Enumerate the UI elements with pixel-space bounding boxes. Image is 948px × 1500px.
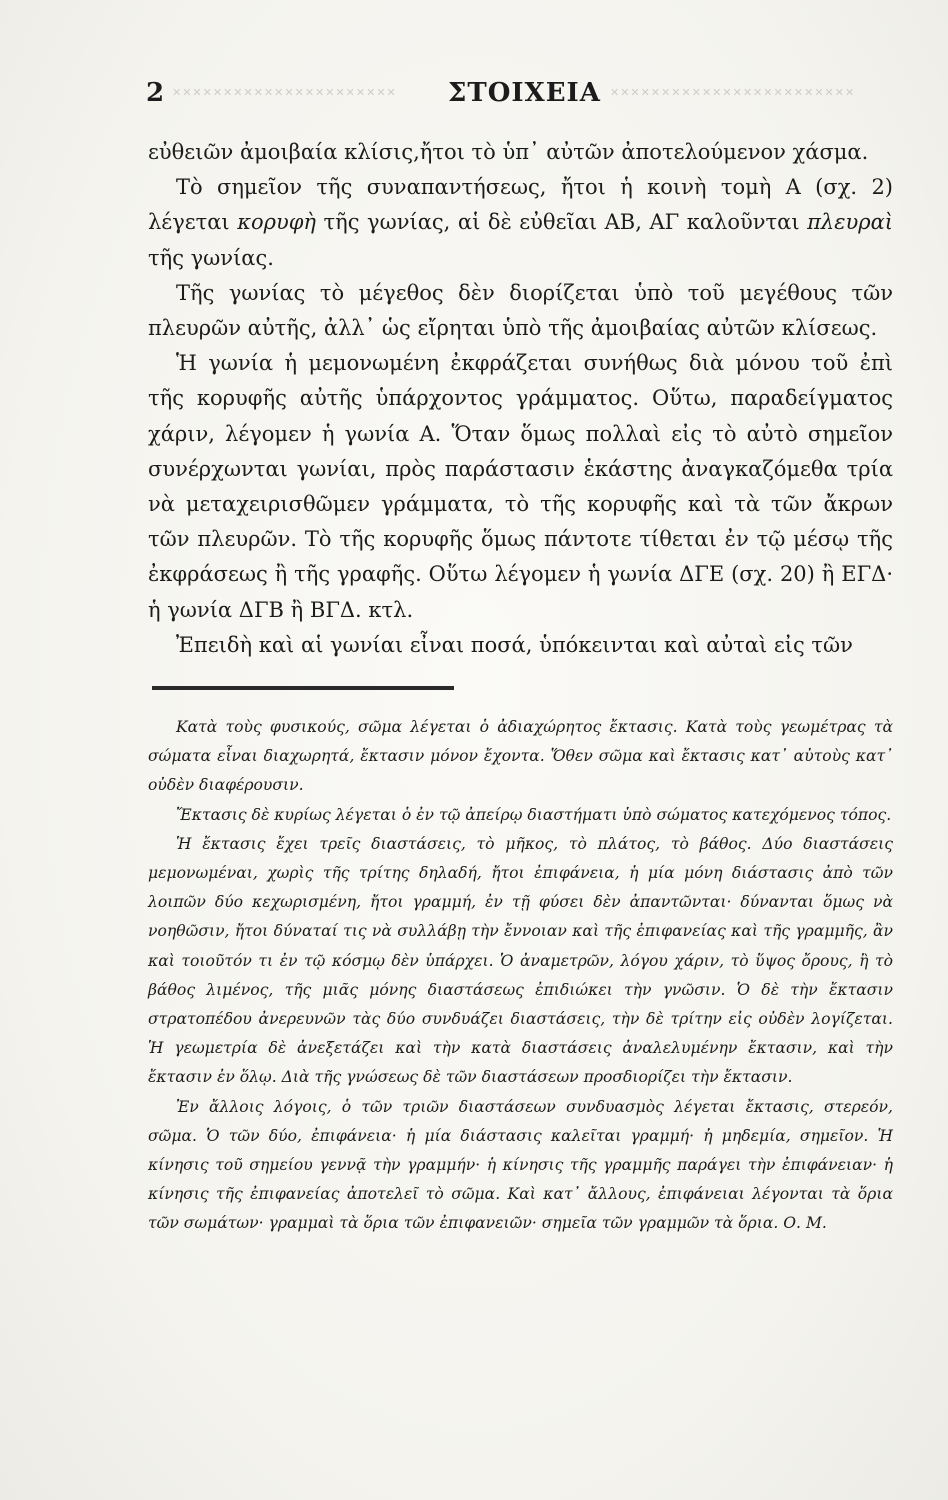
paragraph-4: Ἡ γωνία ἡ μεμονωμένη ἐκφράζεται συνήθως διὰ μόνου τοῦ ἐπὶ τῆς κορυφῆς αὐτῆς ὑπάρχοντος γράμματος. Οὕτω, παραδείγματος χάριν, λέγομεν ἡ γωνία Α. Ὅταν ὅμως πολλαὶ εἰς τὸ αὐτὸ σημεῖον συνέρχωνται γωνίαι, πρὸς παράστασιν ἑκάστης ἀναγκαζόμεθα τρία νὰ μεταχειρισθῶμεν γράμματα, τὸ τῆς κορυφῆς καὶ τὰ τῶν ἄκρων τῶν πλευρῶν. Τὸ τῆς κορυφῆς ὅμως πάντοτε τίθεται ἐν τῷ μέσῳ τῆς ἐκφράσεως ἢ τῆς γραφῆς. Οὕτω λέγομεν ἡ γωνία ΔΓΕ (σχ. 20) ἢ ΕΓΔ· ἡ γωνία ΔΓΒ ἢ ΒΓΔ. κτλ. [148, 351, 893, 622]
paragraph-3: Τῆς γωνίας τὸ μέγεθος δὲν διορίζεται ὑπὸ τοῦ μεγέθους τῶν πλευρῶν αὐτῆς, ἀλλ᾽ ὡς εἴρηται ὑπὸ τῆς ἀμοιβαίας αὐτῶν κλίσεως. [148, 280, 893, 341]
footnote [148, 713, 893, 1239]
paragraph-2-part-b: τῆς γωνίας, αἱ δὲ εὐθεῖαι ΑΒ, ΑΓ καλοῦνται [316, 210, 808, 235]
term-pleurai: πλευραὶ [807, 210, 894, 235]
footnote-paragraph-1: Κατὰ τοὺς φυσικούς, σῶμα λέγεται ὁ ἀδιαχώρητος ἔκτασις. Κατὰ τοὺς γεωμέτρας τὰ σώματα εἶναι διαχωρητά, ἔκτασιν μόνον ἔχοντα. Ὅθεν σῶμα καὶ ἔκτασις κατ᾽ αὐτοὺς κατ᾽ οὐδὲν διαφέρουσιν. [148, 718, 893, 795]
paragraph-5: Ἐπειδὴ καὶ αἱ γωνίαι εἶναι ποσά, ὑπόκεινται καὶ αὐταὶ εἰς τῶν [176, 632, 853, 657]
paragraph-2-part-c: τῆς γωνίας. [148, 245, 274, 270]
running-head: ΣΤΟΙΧΕΙΑ [448, 78, 601, 108]
header-ornament-right: ✕✕✕✕✕✕✕✕✕✕✕✕✕✕✕✕✕✕✕✕✕✕✕✕ [610, 86, 856, 96]
footnote-paragraph-2: Ἔκτασις δὲ κυρίως λέγεται ὁ ἐν τῷ ἀπείρῳ διαστήματι ὑπὸ σώματος κατεχόμενος τόπος. [176, 805, 892, 824]
paragraph-1: εὐθειῶν ἀμοιβαία κλίσις,ἤτοι τὸ ὑπ᾽ αὐτῶν ἀποτελούμενον χάσμα. [148, 140, 869, 164]
footnote-paragraph-3: Ἡ ἔκτασις ἔχει τρεῖς διαστάσεις, τὸ μῆκος, τὸ πλάτος, τὸ βάθος. Δύο διαστάσεις μεμονωμέναι, χωρὶς τῆς τρίτης δηλαδή, ἤτοι ἐπιφάνεια, ἡ μία μόνη διάστασις ἀπὸ τῶν λοιπῶν δύο κεχωρισμένη, ἤτοι γραμμή, ἐν τῇ φύσει δὲν ἀπαντῶνται· δύνανται ὅμως νὰ νοηθῶσιν, ἤτοι δύναταί τις νὰ συλλάβῃ τὴν ἔννοιαν καὶ τῆς ἐπιφανείας καὶ τῆς γραμμῆς, ἂν καὶ τοιοῦτόν τι ἐν τῷ κόσμῳ δὲν ὑπάρχει. Ὁ ἀναμετρῶν, λόγου χάριν, τὸ ὕψος ὄρους, ἢ τὸ βάθος λιμένος, τῆς μιᾶς μόνης διαστάσεως ἐπιδιώκει τὴν γνῶσιν. Ὁ δὲ τὴν ἔκτασιν στρατοπέδου ἀνερευνῶν τὰς δύο συνδυάζει διαστάσεις, τὴν δὲ τρίτην εἰς οὐδὲν λογίζεται. Ἡ γεωμετρία δὲ ἀνεξετάζει καὶ τὴν κατὰ διαστάσεις ἀναλελυμένην ἔκτασιν, καὶ τὴν ἔκτασιν ἐν ὅλῳ. Διὰ τῆς γνώσεως δὲ τῶν διαστάσεων προσδιορίζει τὴν ἔκτασιν. [148, 834, 893, 1087]
term-koryfi: κορυφὴ [237, 210, 317, 235]
main-text [148, 135, 893, 663]
paragraph-2-part-a: Τὸ σημεῖον τῆς συναπαντήσεως, ἤτοι ἡ κοινὴ τομὴ Α (σχ. 2) λέγεται [148, 175, 893, 235]
paragraph-2 [148, 170, 893, 276]
header-ornament-left: ✕✕✕✕✕✕✕✕✕✕✕✕✕✕✕✕✕✕✕✕✕✕ [172, 86, 397, 96]
footnote-rule [152, 686, 454, 690]
footnote-paragraph-4: Ἐν ἄλλοις λόγοις, ὁ τῶν τριῶν διαστάσεων συνδυασμὸς λέγεται ἔκτασις, στερεόν, σῶμα. Ὁ τῶν δύο, ἐπιφάνεια· ἡ μία διάστασις καλεῖται γραμμή· ἡ μηδεμία, σημεῖον. Ἡ κίνησις τοῦ σημείου γεννᾷ τὴν γραμμήν· ἡ κίνησις τῆς γραμμῆς παράγει τὴν ἐπιφάνειαν· ἡ κίνησις τῆς ἐπιφανείας ἀποτελεῖ τὸ σῶμα. Καὶ κατ᾽ ἄλλους, ἐπιφάνειαι λέγονται τὰ ὅρια τῶν σωμάτων· γραμμαὶ τὰ ὅρια τῶν ἐπιφανειῶν· σημεῖα τῶν γραμμῶν τὰ ὅρια. Ο. Μ. [148, 1097, 893, 1233]
page-number: 2 [146, 78, 165, 108]
